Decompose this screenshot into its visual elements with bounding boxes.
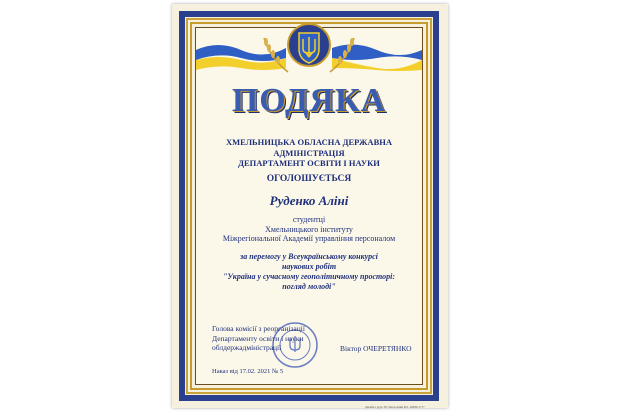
certificate-title: ПОДЯКА <box>231 82 387 119</box>
reason-line: "Україна у сучасному геополітичному просторі: <box>222 272 396 281</box>
signer-name: Віктор ОЧЕРЕТЯНКО <box>340 344 412 353</box>
signer-title-line: Голова комісії з реорганізації <box>212 324 305 333</box>
award-reason <box>196 252 422 292</box>
order-reference: Наказ від 17.02. 2021 № 5 <box>212 368 284 375</box>
signer-title-line: облдержадміністрації <box>212 343 282 352</box>
signer-title <box>212 324 305 353</box>
reason-line: за перемогу у Всеукраїнському конкурсі <box>240 252 378 261</box>
reason-line: погляд молоді" <box>282 282 336 291</box>
reason-line: наукових робіт <box>281 262 337 271</box>
organization-line: ХМЕЛЬНИЦЬКА ОБЛАСНА ДЕРЖАВНА <box>225 137 392 147</box>
recipient-line: Міжрегіональної Академії управління персоналом <box>222 234 396 243</box>
printer-note: Дизайн і друк ТП Заколодний М.І. 4068211777 <box>365 405 425 409</box>
coat-of-arms-icon <box>287 19 331 71</box>
recipient-line: Хмельницького інституту <box>265 224 353 234</box>
recipient-name: Руденко Аліні <box>269 193 349 208</box>
recipient-details <box>196 215 422 244</box>
organization-line: АДМІНІСТРАЦІЯ <box>273 147 345 158</box>
wheat-right-icon <box>328 34 368 74</box>
recipient-line: студентці <box>292 215 326 224</box>
wheat-left-icon <box>250 34 290 74</box>
signer-title-line: Департаменту освіти і науки <box>212 333 304 343</box>
issuing-organization <box>196 137 422 169</box>
announcement: ОГОЛОШУЄТЬСЯ <box>266 174 352 184</box>
organization-line: ДЕПАРТАМЕНТ ОСВІТИ І НАУКИ <box>238 158 380 168</box>
